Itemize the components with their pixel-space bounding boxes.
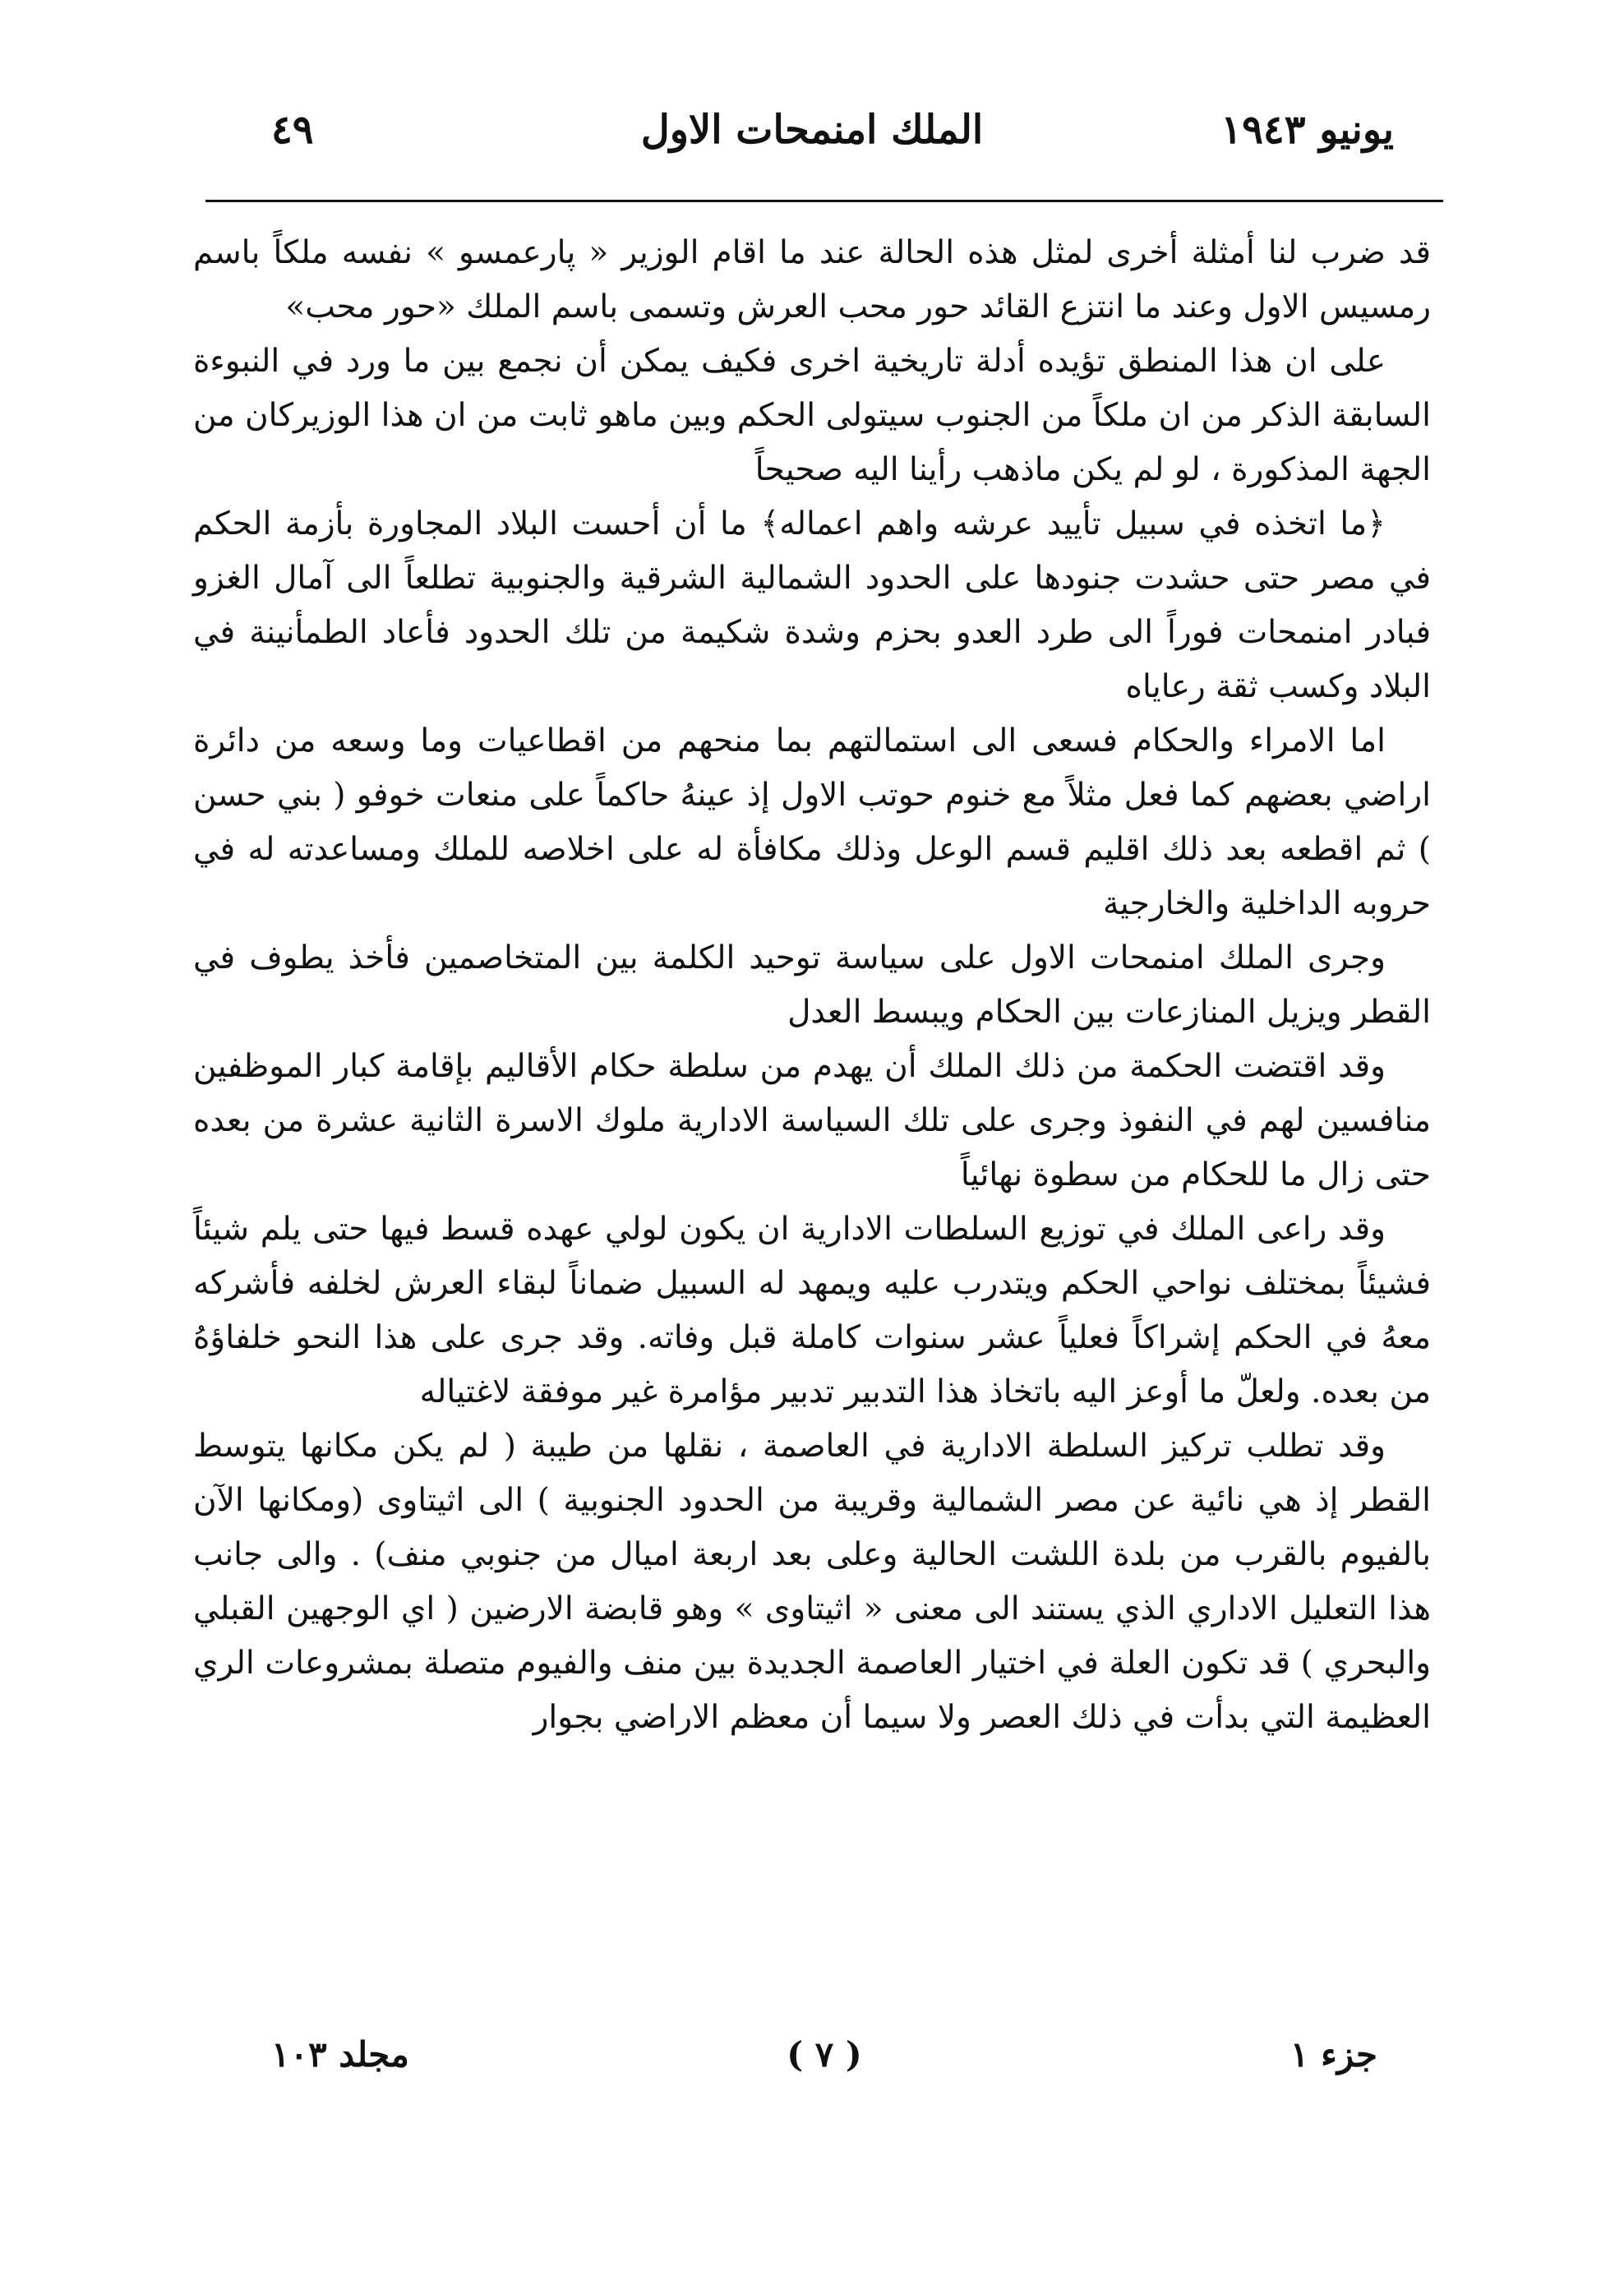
header-rule (205, 200, 1443, 202)
part-marker: جزء ١ (1290, 2034, 1377, 2075)
paragraph: قد ضرب لنا أمثلة أخرى لمثل هذه الحالة عند ما اقام الوزير « پارعمسو » نفسه ملكاً باسم رمسيس الاول وعند ما انتزع القائد حور محب العرش وتسمى باسم الملك «حور محب» (193, 234, 1432, 325)
article-body (193, 226, 1431, 1745)
paragraph: وقد راعى الملك في توزيع السلطات الادارية ان يكون لولي عهده قسط فيها حتى يلم شيئاً فشيئاً بمختلف نواحي الحكم ويتدرب عليه ويمهد له السبيل ضماناً لبقاء العرش لخلفه فأشركه معهُ في الحكم إشراكاً فعلياً عشر سنوات كاملة قبل وفاته. وقد جرى على هذا النحو خلفاؤهُ من بعده. ولعلّ ما أوعز اليه باتخاذ هذا التدبير تدبير مؤامرة غير موفقة لاغتياله (193, 1211, 1431, 1410)
paragraph: اما الامراء والحكام فسعى الى استمالتهم بما منحهم من اقطاعيات وما وسعه من دائرة اراضي بعضهم كما فعل مثلاً مع خنوم حوتب الاول إذ عينهُ حاكماً على منعات خوفو ( بني حسن ) ثم اقطعه بعد ذلك اقليم قسم الوعل وذلك مكافأة له على اخلاصه للملك ومساعدته له في حروبه الداخلية والخارجية (193, 722, 1431, 922)
paragraph: وجرى الملك امنمحات الاول على سياسة توحيد الكلمة بين المتخاصمين فأخذ يطوف في القطر ويزيل المنازعات بين الحكام ويبسط العدل (193, 939, 1431, 1031)
paragraph: على ان هذا المنطق تؤيده أدلة تاريخية اخرى فكيف يمكن أن نجمع بين ما ورد في النبوءة السابقة الذكر من ان ملكاً من الجنوب سيتولى الحكم وبين ماهو ثابت من ان هذا الوزيركان من الجهة المذكورة ، لو لم يكن ماذهب رأينا اليه صحيحاً (193, 343, 1431, 488)
paragraph: ﴿ما اتخذه في سبيل تأييد عرشه واهم اعماله﴾ ما أن أحست البلاد المجاورة بأزمة الحكم في مصر حتى حشدت جنودها على الحدود الشمالية الشرقية والجنوبية تطلعاً الى آمال الغزو فبادر امنمحات فوراً الى طرد العدو بحزم وشدة شكيمة من تلك الحدود فأعاد الطمأنينة في البلاد وكسب ثقة رعاياه (193, 505, 1431, 705)
paragraph: وقد اقتضت الحكمة من ذلك الملك أن يهدم من سلطة حكام الأقاليم بإقامة كبار الموظفين منافسين لهم في النفوذ وجرى على تلك السياسة الادارية ملوك الاسرة الثانية عشرة من بعده حتى زال ما للحكام من سطوة نهائياً (193, 1048, 1431, 1193)
page-footer (271, 2034, 1377, 2092)
paragraph: وقد تطلب تركيز السلطة الادارية في العاصمة ، نقلها من طيبة ( لم يكن مكانها يتوسط القطر إذ هي نائية عن مصر الشمالية وقريبة من الحدود الجنوبية ) الى اثيتاوى (ومكانها الآن بالفيوم بالقرب من بلدة اللشت الحالية وعلى بعد اربعة اميال من جنوبي منف) . والى جانب هذا التعليل الاداري الذي يستند الى معنى « اثيتاوى » وهو قابضة الارضين ( اي الوجهين القبلي والبحري ) قد تكون العلة في اختيار العاصمة الجديدة بين منف والفيوم متصلة بمشروعات الري العظيمة التي بدأت في ذلك العصر ولا سيما أن معظم الاراضي بجوار (193, 1428, 1431, 1736)
running-title: الملك امنمحات الاول (640, 107, 984, 153)
volume-marker: مجلد ١٠٣ (271, 2034, 409, 2075)
issue-date: يونيو ١٩٤٣ (1220, 107, 1394, 153)
running-header (205, 107, 1419, 173)
signature-mark: ( ٧ ) (787, 2034, 862, 2075)
page-number: ٤٩ (271, 107, 314, 153)
